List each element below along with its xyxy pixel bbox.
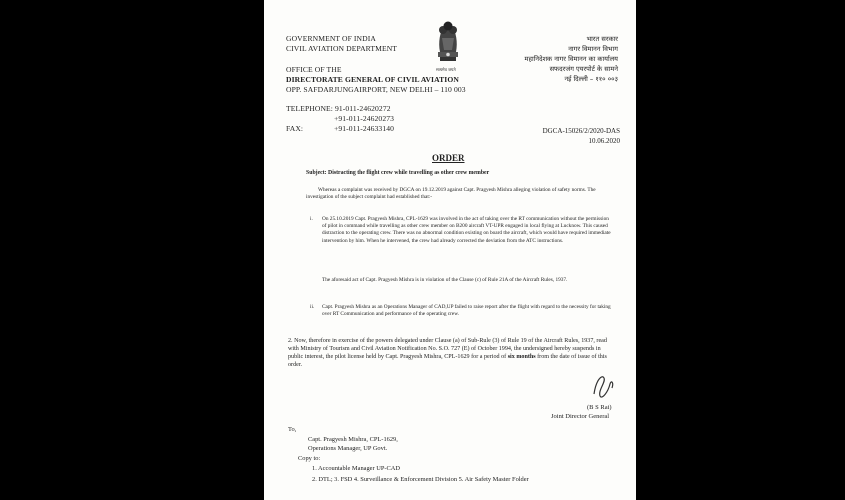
hindi-line-1: भारत सरकार bbox=[586, 35, 618, 43]
reference-number: DGCA-15026/2/2020-DAS bbox=[542, 127, 620, 135]
hindi-line-5: नई दिल्ली – ११० ००३ bbox=[564, 75, 618, 83]
subject-line: Subject: Distracting the flight crew while travelling as other crew member bbox=[306, 170, 490, 176]
emblem-motto: सत्यमेव जयते bbox=[436, 67, 456, 72]
to-label: To, bbox=[288, 426, 297, 433]
signatory-designation: Joint Director General bbox=[551, 413, 610, 420]
order-title: ORDER bbox=[432, 153, 465, 163]
office-line: OFFICE OF THE bbox=[286, 65, 342, 74]
hindi-line-4: सफदरजंग एयरपोर्ट के सामने bbox=[549, 65, 618, 73]
telephone-line: TELEPHONE: 91-011-24620272 bbox=[286, 104, 391, 113]
signatory-name: (B S Rai) bbox=[587, 404, 612, 411]
national-emblem-icon bbox=[430, 16, 466, 68]
hindi-line-2: नागर विमानन विभाग bbox=[568, 45, 618, 53]
suspension-paragraph bbox=[288, 337, 614, 369]
address-line: OPP. SAFDARJUNGAIRPORT, NEW DELHI – 110 003 bbox=[286, 85, 466, 94]
point-2-number: ii. bbox=[310, 304, 315, 310]
suspension-text-a: 2. Now, therefore in exercise of the powers delegated under Clause (a) of Sub-Rule (3) of Rule 19 of the Aircraft Rules, 1937, read with Ministry of Tourism and Civil Aviation Notification No. S.O. 727 (E) of October 1994, the undersigned hereby suspends in public interest, the pilot license held by Capt. Pragyesh Mishra, CPL-1629 for a period of bbox=[288, 338, 607, 360]
point-1-number: i. bbox=[310, 216, 313, 222]
aforesaid-paragraph: The aforesaid act of Capt. Pragyesh Mishra is in violation of the Clause (c) of Rule 21A of the Aircraft Rules, 1937. bbox=[322, 277, 568, 283]
order-date: 10.06.2020 bbox=[588, 137, 620, 145]
document-page bbox=[264, 0, 636, 500]
addressee-line-2: Operations Manager, UP Govt. bbox=[308, 445, 388, 452]
copy-to-label: Copy to: bbox=[298, 455, 321, 462]
signature-mark bbox=[590, 372, 616, 402]
gov-line: GOVERNMENT OF INDIA bbox=[286, 34, 376, 43]
point-1-text: On 25.10.2019 Capt. Pragyesh Mishra, CPL-1629 was involved in the act of taking over the RT communication without the permission of pilot in command while travelling as other crew member on B200 aircraft VT-UPR engaged in local flying at Lucknow. This caused distraction to the operating crew. There was no abnormal condition existing on board the aircraft, which would have required immediate intervention by him. When he intervened, the crew had already corrected the deviation from the ATC instructions. bbox=[322, 216, 611, 244]
addressee-line-1: Capt. Pragyesh Mishra, CPL-1629, bbox=[308, 436, 398, 443]
suspension-period: six months bbox=[507, 354, 536, 360]
telephone-line-2: +91-011-24620273 bbox=[334, 114, 395, 123]
point-2-text: Capt. Pragyesh Mishra as an Operations Manager of CAD,UP failed to raise report after the flight with regard to the necessity for taking over RT Communication and performance of the operating crew. bbox=[322, 304, 611, 318]
copy-item-2: 2. DTL; 3. FSD 4. Surveillance & Enforcement Division 5. Air Safety Master Folder bbox=[312, 476, 529, 483]
directorate-line: DIRECTORATE GENERAL OF CIVIL AVIATION bbox=[286, 75, 459, 84]
suspension-text-b: from the date of issue of this order. bbox=[288, 354, 607, 368]
hindi-line-3: महानिदेशक नागर विमानन का कार्यालय bbox=[524, 55, 618, 63]
copy-item-1: 1. Accountable Manager UP-CAD bbox=[312, 465, 401, 472]
dept-line: CIVIL AVIATION DEPARTMENT bbox=[286, 44, 398, 53]
intro-paragraph: Whereas a complaint was received by DGCA on 19.12.2019 against Capt. Pragyesh Mishra alleging violation of safety norms. The investigation of the subject complaint had established that:- bbox=[306, 187, 596, 201]
fax-label: FAX: bbox=[286, 124, 304, 133]
fax-number: +91-011-24633140 bbox=[334, 124, 395, 133]
